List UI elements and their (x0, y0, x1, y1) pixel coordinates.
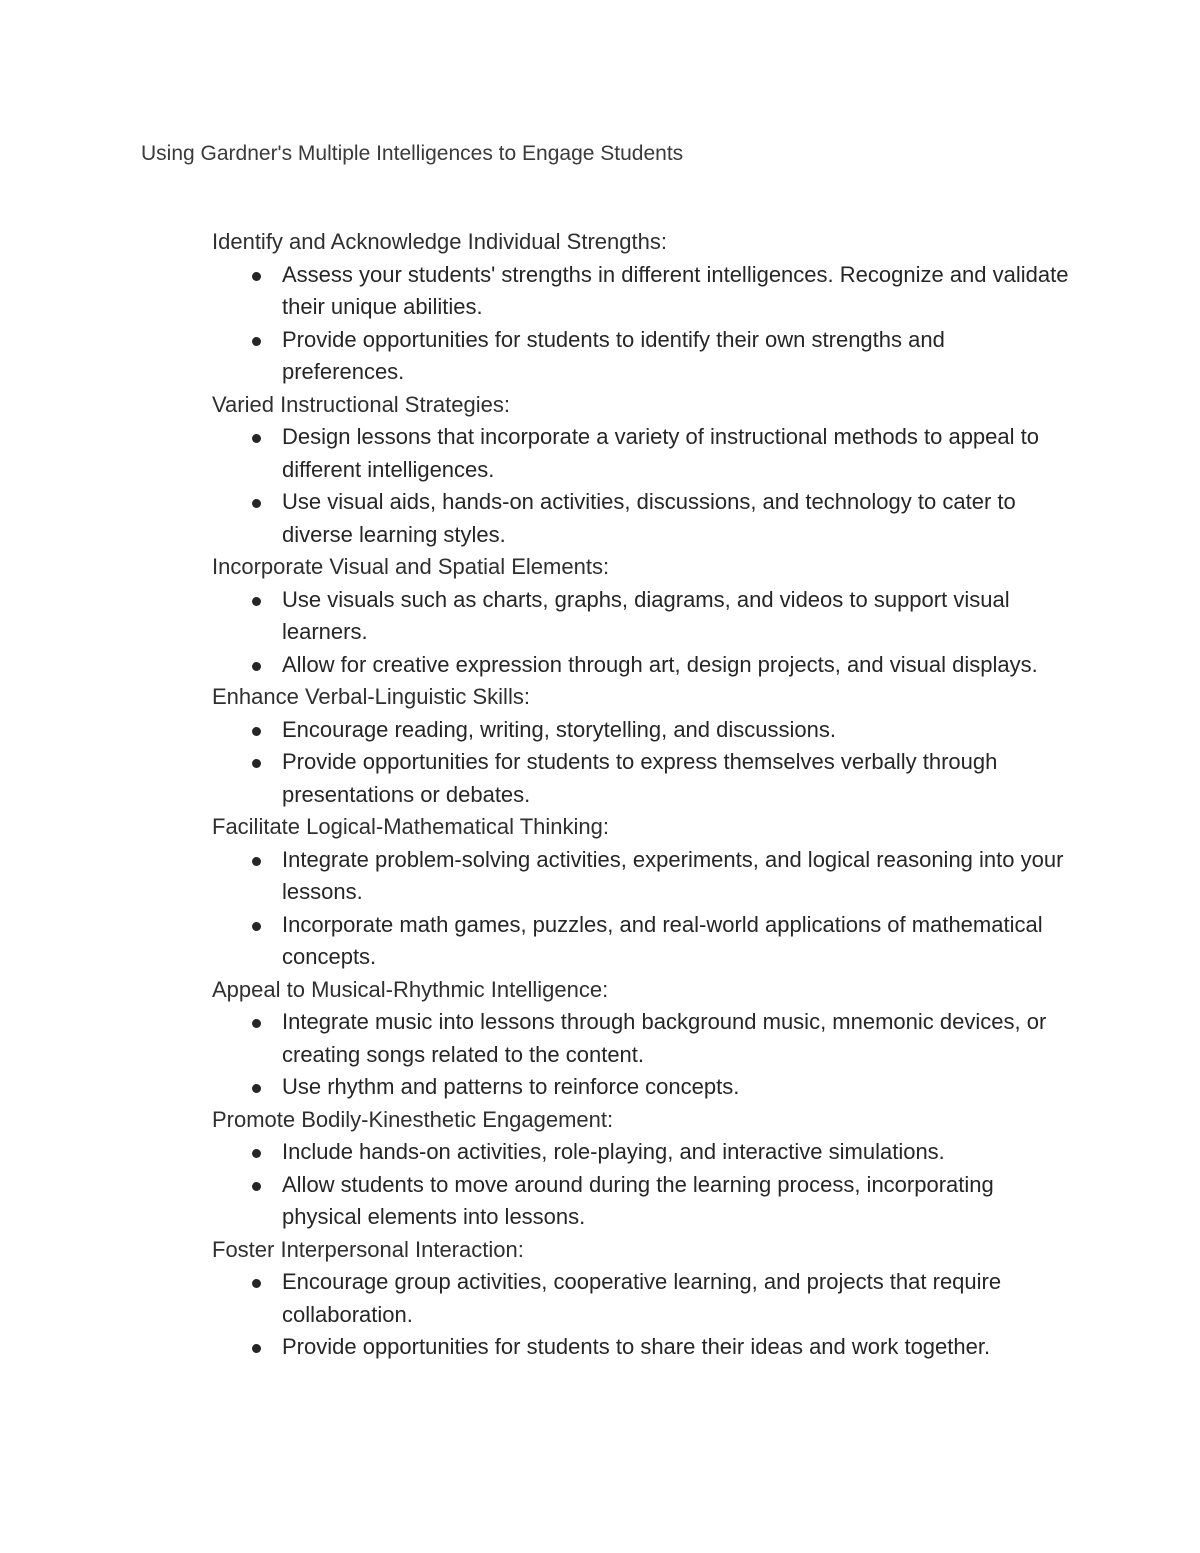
bullet-icon (252, 922, 261, 931)
list-item (212, 1266, 1072, 1331)
list-item (212, 909, 1072, 974)
list-item (212, 649, 1072, 682)
section-interpersonal (212, 1234, 1072, 1364)
list-item-text: Provide opportunities for students to share their ideas and work together. (282, 1334, 991, 1359)
list-item-text: Incorporate math games, puzzles, and real-world applications of mathematical concepts. (282, 911, 1043, 969)
list-item-text: Use visuals such as charts, graphs, diagrams, and videos to support visual learners. (282, 586, 1010, 644)
list-item (212, 746, 1072, 811)
bullet-icon (252, 1149, 261, 1158)
list-item-text: Provide opportunities for students to express themselves verbally through presentations or debates. (282, 749, 998, 807)
list-item (212, 421, 1072, 486)
list-item-text: Encourage group activities, cooperative learning, and projects that require collaboration. (282, 1269, 1002, 1327)
list-item-text: Assess your students' strengths in different intelligences. Recognize and validate their unique abilities. (282, 261, 1069, 319)
section-musical-rhythmic (212, 974, 1072, 1104)
bullet-list (212, 1136, 1072, 1234)
section-heading: Promote Bodily-Kinesthetic Engagement: (212, 1106, 614, 1132)
list-item (212, 259, 1072, 324)
document-body (212, 226, 1072, 1364)
section-varied-strategies (212, 389, 1072, 552)
section-heading: Varied Instructional Strategies: (212, 391, 510, 417)
section-heading: Appeal to Musical-Rhythmic Intelligence: (212, 976, 609, 1002)
bullet-icon (252, 1084, 261, 1093)
section-heading: Incorporate Visual and Spatial Elements: (212, 554, 610, 579)
bullet-icon (252, 1019, 261, 1028)
list-item-text: Allow students to move around during the learning process, incorporating physical elements into lessons. (282, 1171, 994, 1229)
bullet-list (212, 421, 1072, 551)
bullet-list (212, 1266, 1072, 1364)
list-item (212, 1136, 1072, 1169)
bullet-icon (252, 857, 261, 866)
bullet-icon (252, 337, 261, 346)
section-bodily-kinesthetic (212, 1104, 1072, 1234)
list-item (212, 714, 1072, 747)
document-title: Using Gardner's Multiple Intelligences to Engage Students (141, 142, 684, 165)
section-logical-mathematical (212, 811, 1072, 974)
bullet-list (212, 1006, 1072, 1104)
list-item (212, 324, 1072, 389)
bullet-icon (252, 759, 261, 768)
bullet-icon (252, 1344, 261, 1353)
bullet-icon (252, 597, 261, 606)
bullet-icon (252, 499, 261, 508)
list-item-text: Allow for creative expression through art, design projects, and visual displays. (282, 651, 1038, 677)
list-item (212, 584, 1072, 649)
section-heading: Enhance Verbal-Linguistic Skills: (212, 684, 530, 709)
list-item-text: Design lessons that incorporate a variety of instructional methods to appeal to different intelligences. (282, 424, 1039, 482)
section-heading: Identify and Acknowledge Individual Strengths: (212, 229, 667, 254)
list-item (212, 1331, 1072, 1364)
list-item (212, 1169, 1072, 1234)
list-item-text: Include hands-on activities, role-playing, and interactive simulations. (282, 1139, 945, 1164)
list-item-text: Use rhythm and patterns to reinforce concepts. (282, 1074, 740, 1099)
section-identify-strengths (212, 226, 1072, 389)
list-item-text: Encourage reading, writing, storytelling, and discussions. (282, 716, 836, 742)
bullet-icon (252, 727, 261, 736)
list-item (212, 1071, 1072, 1104)
section-heading: Foster Interpersonal Interaction: (212, 1236, 524, 1262)
bullet-icon (252, 272, 261, 281)
bullet-list (212, 584, 1072, 682)
list-item (212, 486, 1072, 551)
bullet-icon (252, 662, 261, 671)
list-item (212, 1006, 1072, 1071)
list-item (212, 844, 1072, 909)
list-item-text: Integrate problem-solving activities, experiments, and logical reasoning into your lessons. (282, 846, 1064, 904)
list-item-text: Integrate music into lessons through background music, mnemonic devices, or creating songs related to the content. (282, 1009, 1047, 1067)
list-item-text: Provide opportunities for students to identify their own strengths and preferences. (282, 326, 945, 384)
list-item-text: Use visual aids, hands-on activities, discussions, and technology to cater to diverse learning styles. (282, 489, 1016, 547)
bullet-list (212, 844, 1072, 974)
bullet-icon (252, 1182, 261, 1191)
section-heading: Facilitate Logical-Mathematical Thinking: (212, 814, 609, 839)
section-visual-spatial (212, 551, 1072, 681)
bullet-list (212, 259, 1072, 389)
bullet-icon (252, 1279, 261, 1288)
bullet-icon (252, 434, 261, 443)
bullet-list (212, 714, 1072, 812)
section-verbal-linguistic (212, 681, 1072, 811)
